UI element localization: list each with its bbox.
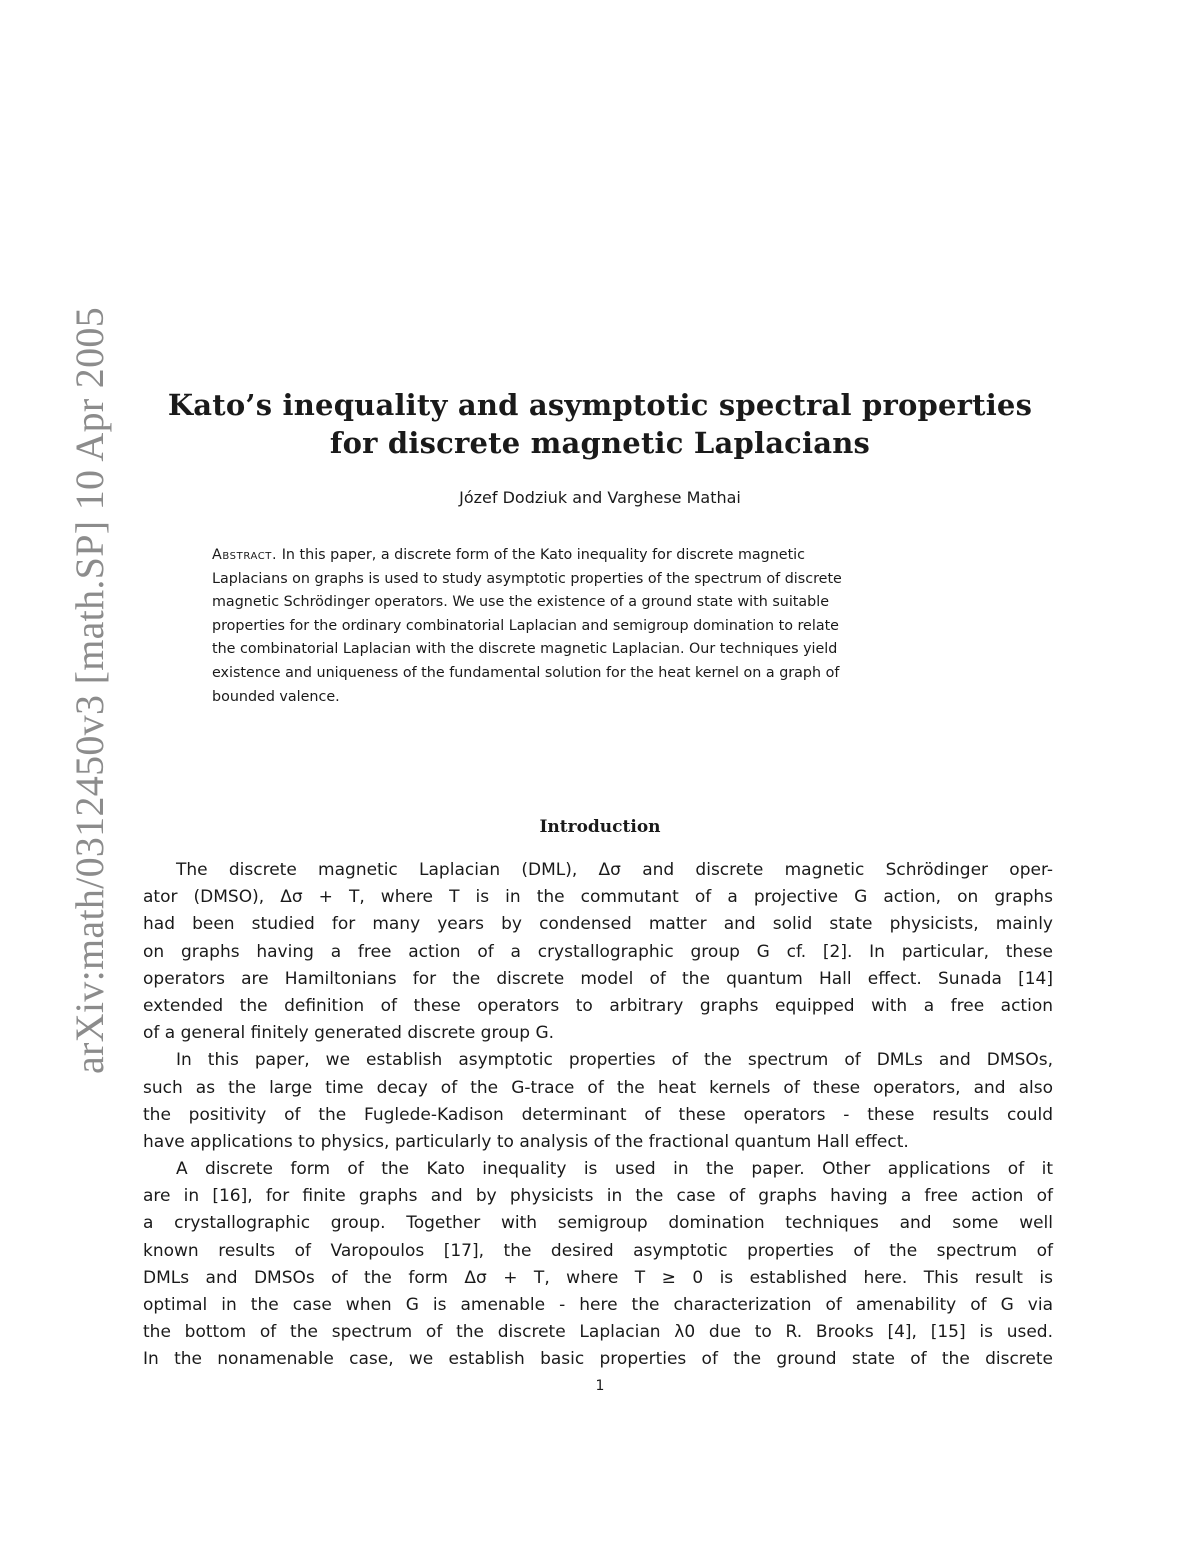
body-line: are in [16], for finite graphs and by physicists in the case of graphs having a free action of: [143, 1186, 1053, 1207]
paragraph-3: [143, 1156, 1053, 1374]
body-line: operators are Hamiltonians for the discrete model of the quantum Hall effect. Sunada [14]: [143, 968, 1053, 989]
body-line: optimal in the case when G is amenable - here the characterization of amenability of G via: [143, 1295, 1053, 1315]
body-text: [143, 857, 1053, 1374]
abstract: [212, 544, 977, 709]
body-line: DMLs and DMSOs of the form Δσ + T, where T ≥ 0 is established here. This result is: [143, 1267, 1053, 1288]
body-line: In the nonamenable case, we establish basic properties of the ground state of the discrete: [143, 1349, 1053, 1370]
title-line-2: for discrete magnetic Laplacians: [329, 426, 871, 460]
abstract-line: properties for the ordinary combinatorial Laplacian and semigroup domination to relate: [212, 617, 839, 634]
body-line: the bottom of the spectrum of the discrete Laplacian λ0 due to R. Brooks [4], [15] is used.: [143, 1322, 1053, 1343]
arxiv-stamp-container: [20, 0, 112, 1553]
abstract-line: the combinatorial Laplacian with the discrete magnetic Laplacian. Our techniques yield: [212, 641, 838, 658]
title-line-1: Kato’s inequality and asymptotic spectral properties: [167, 388, 1033, 422]
abstract-line-text: In this paper, a discrete form of the Kato inequality for discrete magnetic: [281, 547, 806, 563]
abstract-line: magnetic Schrödinger operators. We use the existence of a ground state with suitable: [212, 594, 830, 611]
body-line: had been studied for many years by condensed matter and solid state physicists, mainly: [143, 914, 1053, 935]
body-line: on graphs having a free action of a crystallographic group G cf. [2]. In particular, these: [143, 941, 1053, 962]
paragraph-1: [143, 857, 1053, 1047]
arxiv-stamp: arXiv:math/0312450v3 [math.SP] 10 Apr 2005: [67, 307, 112, 1074]
body-line: the positivity of the Fuglede-Kadison determinant of these operators - these results could: [143, 1104, 1053, 1125]
page-number: 1: [595, 1378, 605, 1394]
paragraph-2: [143, 1047, 1053, 1156]
section-title: Introduction: [539, 817, 661, 837]
abstract-line: existence and uniqueness of the fundamental solution for the heat kernel on a graph of: [212, 664, 840, 681]
abstract-line: bounded valence.: [212, 688, 340, 705]
body-line: have applications to physics, particularly to analysis of the fractional quantum Hall effect.: [143, 1131, 909, 1152]
authors: Józef Dodziuk and Varghese Mathai: [459, 488, 741, 507]
body-line: In this paper, we establish asymptotic properties of the spectrum of DMLs and DMSOs,: [176, 1050, 1053, 1071]
body-line: extended the definition of these operators to arbitrary graphs equipped with a free action: [143, 995, 1053, 1016]
body-line: of a general finitely generated discrete group G.: [143, 1023, 555, 1044]
paper-title: [100, 386, 1100, 462]
abstract-line: Laplacians on graphs is used to study asymptotic properties of the spectrum of discrete: [212, 570, 842, 587]
body-line: a crystallographic group. Together with semigroup domination techniques and some well: [143, 1213, 1053, 1234]
body-line: ator (DMSO), Δσ + T, where T is in the commutant of a projective G action, on graphs: [143, 887, 1053, 908]
body-line: A discrete form of the Kato inequality is used in the paper. Other applications of it: [176, 1159, 1053, 1180]
abstract-label: Abstract.: [212, 547, 278, 563]
body-line: The discrete magnetic Laplacian (DML), Δσ and discrete magnetic Schrödinger oper-: [176, 860, 1053, 880]
abstract-line: [212, 544, 977, 568]
body-line: such as the large time decay of the G-trace of the heat kernels of these operators, and also: [143, 1077, 1053, 1098]
body-line: known results of Varopoulos [17], the desired asymptotic properties of the spectrum of: [143, 1240, 1053, 1261]
